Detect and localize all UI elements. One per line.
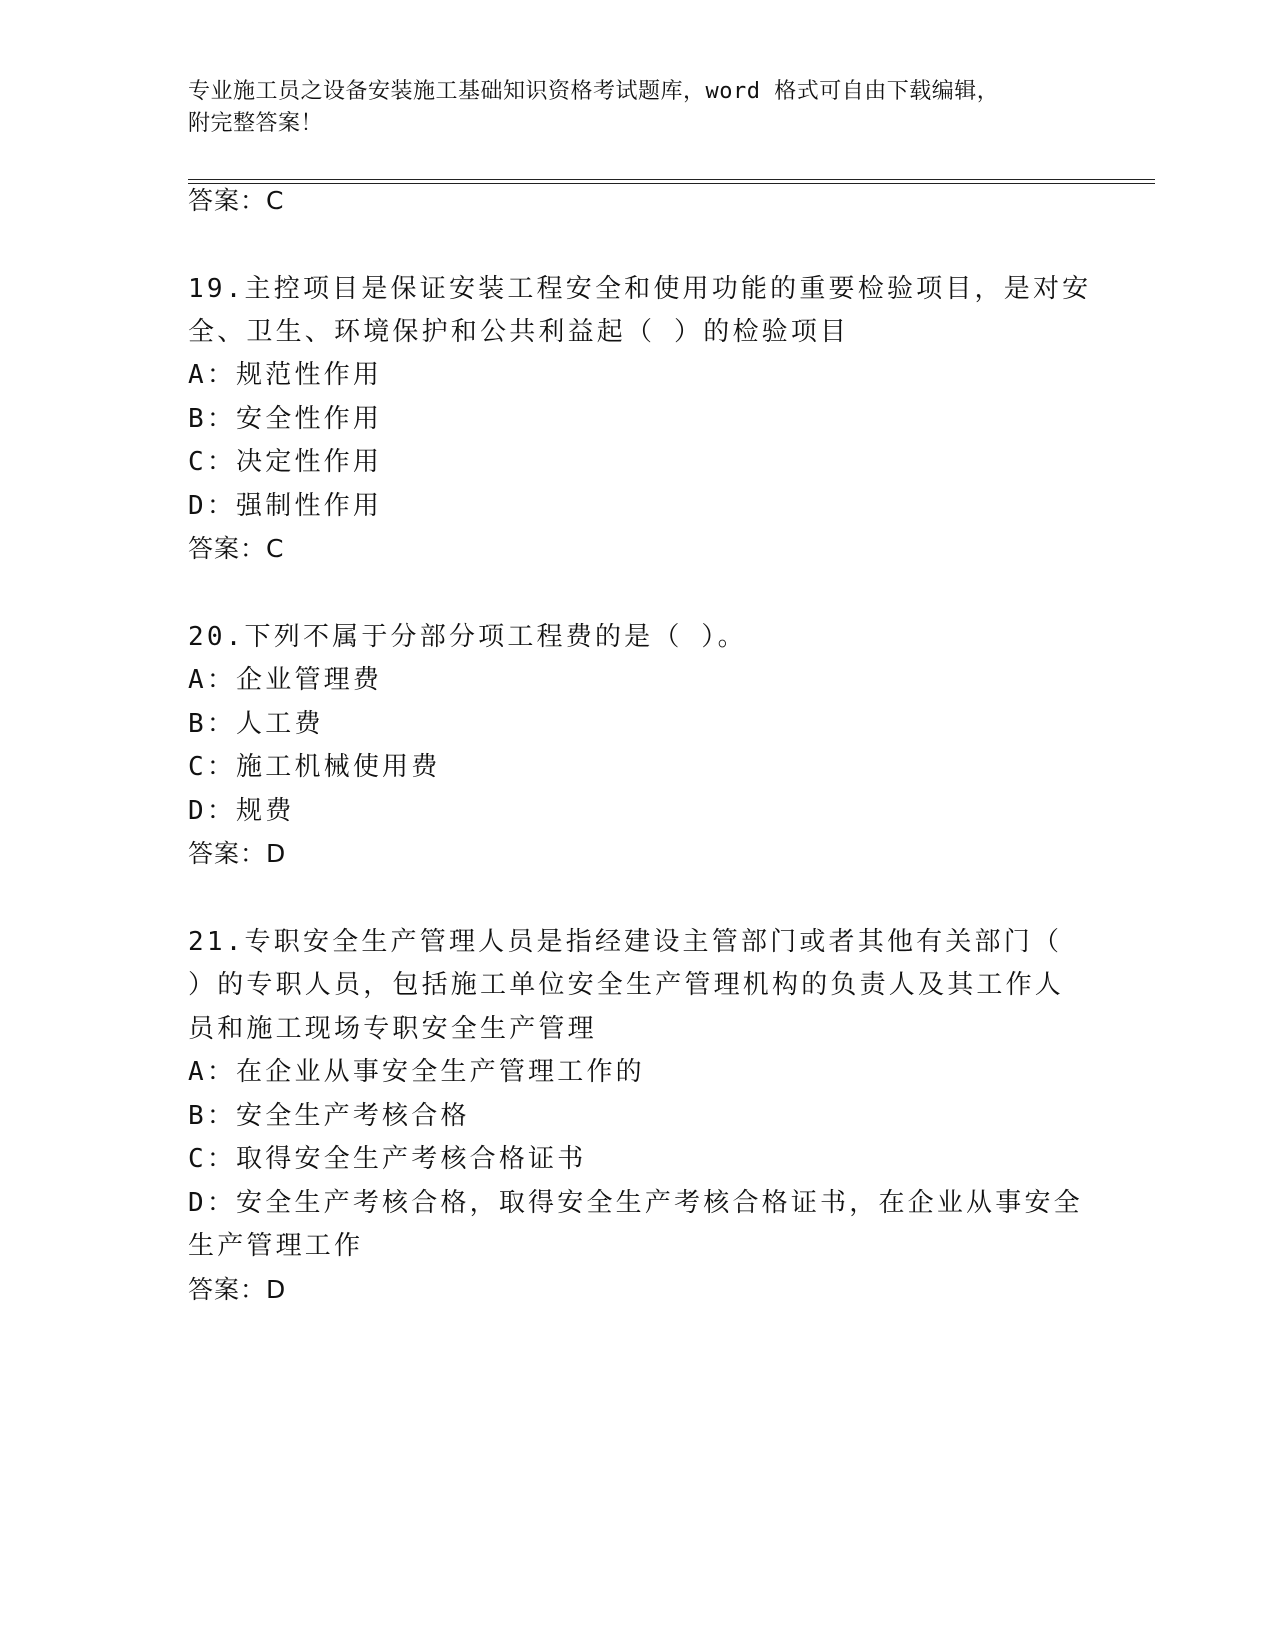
question-21-option-b: B：安全生产考核合格 (188, 1101, 470, 1131)
question-20-option-b: B：人工费 (188, 709, 324, 739)
question-21-option-d-line-1: D：安全生产考核合格，取得安全生产考核合格证书，在企业从事安全 (188, 1188, 1083, 1218)
question-19-stem-line-1: 19.主控项目是保证安装工程安全和使用功能的重要检验项目，是对安 (188, 274, 1092, 304)
question-21-option-d-line-2: 生产管理工作 (188, 1231, 364, 1261)
question-21-answer: 答案：D (188, 1275, 287, 1304)
question-19-option-d: D：强制性作用 (188, 491, 383, 521)
header-divider-top (188, 179, 1155, 180)
question-19-answer: 答案：C (188, 534, 285, 563)
header-line-2: 附完整答案！ (188, 111, 324, 136)
question-19-option-c: C：决定性作用 (188, 447, 383, 477)
question-20-option-d: D：规费 (188, 796, 295, 826)
question-19-option-a: A：规范性作用 (188, 360, 383, 390)
header-line-1: 专业施工员之设备安装施工基础知识资格考试题库，word 格式可自由下载编辑， (188, 79, 1000, 104)
question-21-stem-line-1: 21.专职安全生产管理人员是指经建设主管部门或者其他有关部门（ (188, 927, 1063, 957)
header-divider-bottom (188, 183, 1155, 184)
question-21-option-a: A：在企业从事安全生产管理工作的 (188, 1057, 645, 1087)
question-20-option-a: A：企业管理费 (188, 665, 383, 695)
question-21-option-c: C：取得安全生产考核合格证书 (188, 1144, 587, 1174)
previous-question-answer: 答案：C (188, 186, 285, 215)
question-21-stem-line-3: 员和施工现场专职安全生产管理 (188, 1014, 597, 1044)
question-21-stem-line-2: ）的专职人员，包括施工单位安全生产管理机构的负责人及其工作人 (188, 970, 1065, 1000)
question-20-answer: 答案：D (188, 839, 287, 868)
question-19-stem-line-2: 全、卫生、环境保护和公共利益起（ ）的检验项目 (188, 317, 850, 347)
question-20-stem-line-1: 20.下列不属于分部分项工程费的是（ ）。 (188, 622, 747, 652)
question-19-option-b: B：安全性作用 (188, 404, 383, 434)
question-20-option-c: C：施工机械使用费 (188, 752, 441, 782)
document-header (188, 76, 1088, 140)
